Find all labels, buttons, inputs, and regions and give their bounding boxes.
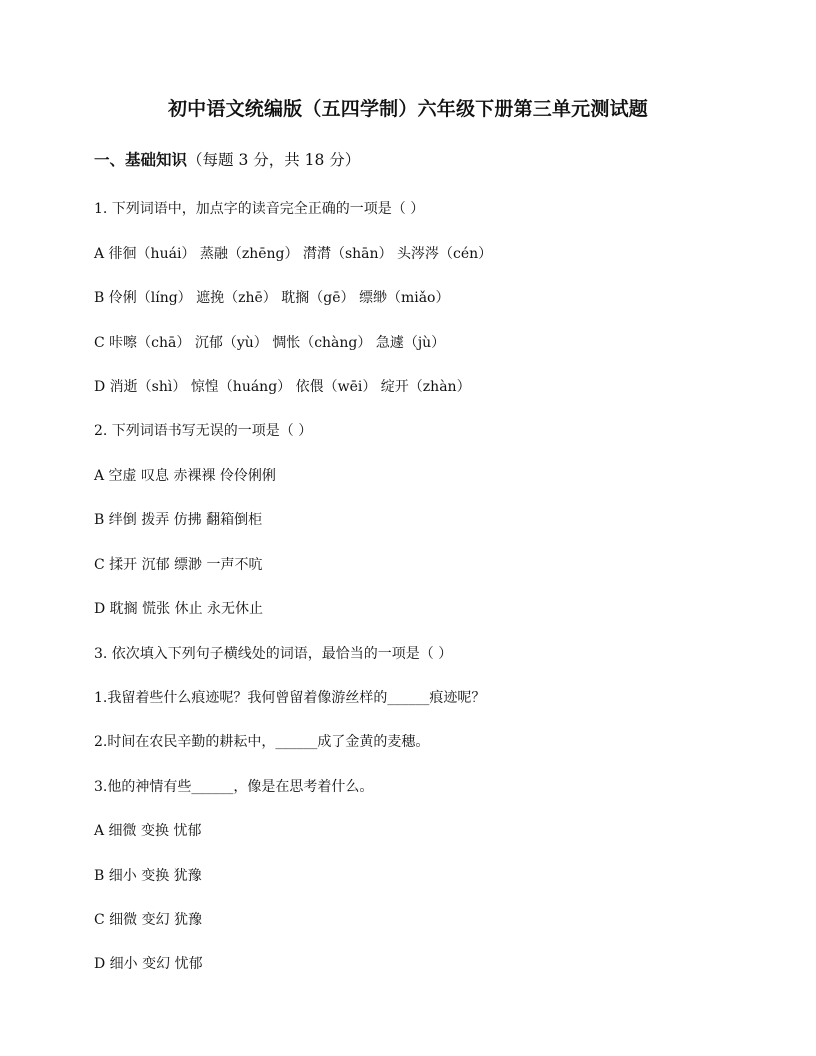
- question-2-option-d: D 耽搁 慌张 休止 永无休止: [94, 601, 264, 617]
- question-3-option-d: D 细小 变幻 忧郁: [94, 956, 203, 972]
- question-1-option-c: C 咔嚓（chā） 沉郁（yù） 惆怅（chàng） 急遽（jù）: [94, 335, 446, 351]
- question-2-option-b: B 绊倒 拨弄 仿拂 翻箱倒柜: [94, 512, 263, 528]
- question-1-stem: 1. 下列词语中，加点字的读音完全正确的一项是（ ）: [94, 201, 425, 217]
- question-2-option-c: C 揉开 沉郁 缥渺 一声不吭: [94, 557, 263, 573]
- question-1-option-a: A 徘徊（huái） 蒸融（zhēng） 潸潸（shān） 头涔涔（cén）: [94, 246, 493, 262]
- question-1-option-d: D 消逝（shì） 惊惶（huáng） 依偎（wēi） 绽开（zhàn）: [94, 379, 471, 395]
- question-3-sentence-2: 2.时间在农民辛勤的耕耘中，______成了金黄的麦穗。: [94, 734, 430, 750]
- question-2-stem: 2. 下列词语书写无误的一项是（ ）: [94, 423, 313, 439]
- question-3-stem: 3. 依次填入下列句子横线处的词语，最恰当的一项是（ ）: [94, 646, 453, 662]
- question-3-option-c: C 细微 变幻 犹豫: [94, 912, 203, 928]
- question-2-option-a: A 空虚 叹息 赤裸裸 伶伶俐俐: [94, 468, 276, 484]
- document-title: 初中语文统编版（五四学制）六年级下册第三单元测试题: [167, 98, 648, 120]
- section-label: 一、基础知识: [94, 150, 188, 169]
- question-3-option-a: A 细微 变换 忧郁: [94, 823, 202, 839]
- question-3-sentence-1: 1.我留着些什么痕迹呢？我何曾留着像游丝样的______痕迹呢？: [94, 690, 486, 706]
- question-1-option-b: B 伶俐（líng） 遮挽（zhē） 耽搁（gē） 缥缈（miǎo）: [94, 290, 450, 306]
- section-score-note: （每题 3 分，共 18 分）: [187, 151, 361, 169]
- question-3-sentence-3: 3.他的神情有些______，像是在思考着什么。: [94, 779, 374, 795]
- question-3-option-b: B 细小 变换 犹豫: [94, 868, 202, 884]
- section-heading: [94, 149, 360, 171]
